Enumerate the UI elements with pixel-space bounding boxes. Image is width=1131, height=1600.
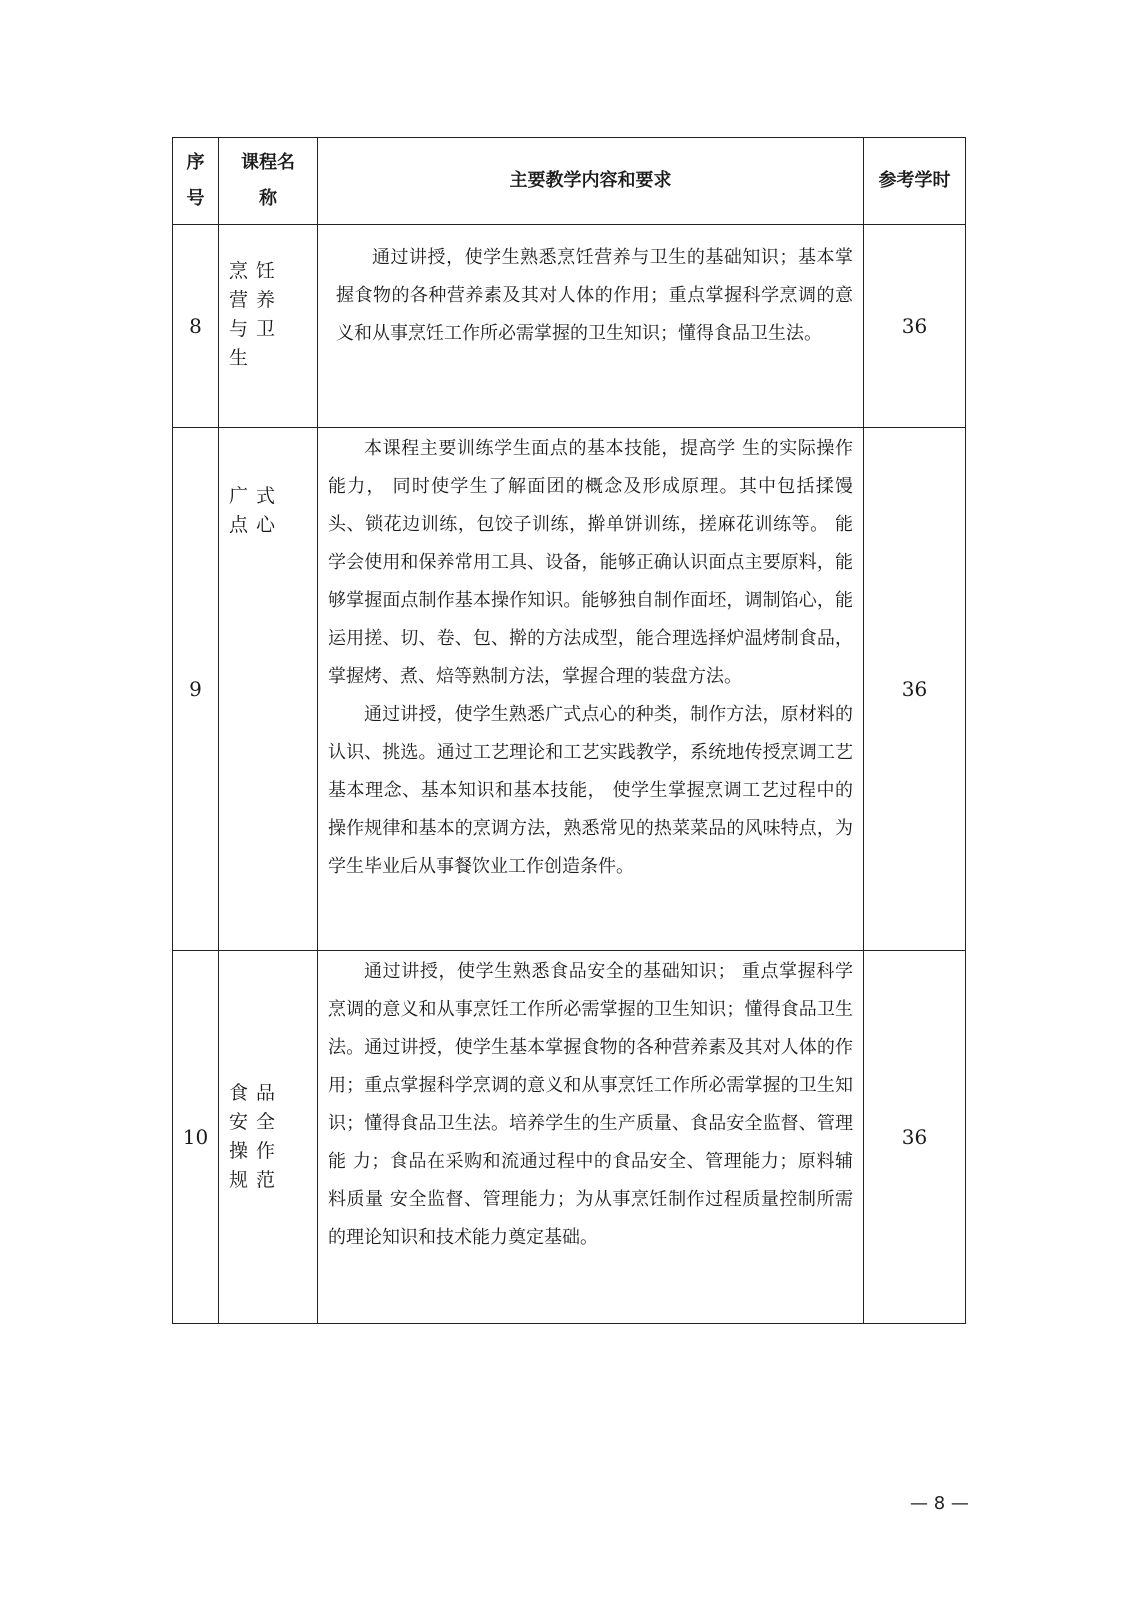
content-paragraph: 通过讲授，使学生熟悉食品安全的基础知识； 重点掌握科学烹调的意义和从事烹饪工作所必需掌握的卫生知识；懂得食品卫生法。通过讲授，使学生基本掌握食物的各种营养素及其对人体的作用；重点掌握科学烹调的意义和从事烹饪工作所必需掌握的卫生知识；懂得食品卫生法。培养学生的生产质量、食品安全监督、管理能 力；食品在采购和流通过程中的食品安全、管理能力；原料辅料质量 安全监督、管理能力；为从事烹饪制作过程质量控制所需的理论知识和技术能力奠定基础。 xyxy=(328,961,853,1248)
row-hours: 36 xyxy=(864,951,966,1324)
row-hours: 36 xyxy=(864,428,966,951)
row-no: 10 xyxy=(173,951,219,1324)
row-content xyxy=(318,428,864,951)
content-paragraph: 通过讲授，使学生熟悉烹饪营养与卫生的基础知识；基本掌握食物的各种营养素及其对人体的作用；重点掌握科学烹调的意义和从事烹饪工作所必需掌握的卫生知识；懂得食品卫生法。 xyxy=(336,247,853,344)
row-content xyxy=(318,951,864,1324)
table-row xyxy=(173,225,966,428)
header-course-name: 课程名 称 xyxy=(219,138,318,225)
row-course-name: 广式点心 xyxy=(219,428,318,951)
header-hours: 参考学时 xyxy=(864,138,966,225)
table-header-row xyxy=(173,138,966,225)
row-course-name: 烹饪营养与卫生 xyxy=(219,225,318,428)
page-number: — 8 — xyxy=(910,1493,969,1514)
header-content: 主要教学内容和要求 xyxy=(318,138,864,225)
table-row xyxy=(173,951,966,1324)
row-content xyxy=(318,225,864,428)
table-row xyxy=(173,428,966,951)
course-table xyxy=(172,137,966,1324)
row-course-name: 食品安全操作规范 xyxy=(219,951,318,1324)
row-no: 8 xyxy=(173,225,219,428)
row-hours: 36 xyxy=(864,225,966,428)
content-paragraph: 通过讲授，使学生熟悉广式点心的种类，制作方法，原材料的认识、挑选。通过工艺理论和工艺实践教学，系统地传授烹调工艺 基本理念、基本知识和基本技能， 使学生掌握烹调工艺过程中的操作规律和基本的烹调方法，熟悉常见的热菜菜品的风味特点，为学生毕业后从事餐饮业工作创造条件。 xyxy=(328,704,853,877)
row-no: 9 xyxy=(173,428,219,951)
content-paragraph: 本课程主要训练学生面点的基本技能，提高学 生的实际操作能力， 同时使学生了解面团的概念及形成原理。其中包括揉馒头、锁花边训练，包饺子训练，擀单饼训练，搓麻花训练等。 能学会使用和保养常用工具、设备，能够正确认识面点主要原料，能够掌握面点制作基本操作知识。能够独自制作面坯，调制馅心，能运用搓、切、卷、包、擀的方法成型，能合理选择炉温烤制食品，掌握烤、煮、焙等熟制方法，掌握合理的装盘方法。 xyxy=(328,438,853,687)
header-no: 序 号 xyxy=(173,138,219,225)
